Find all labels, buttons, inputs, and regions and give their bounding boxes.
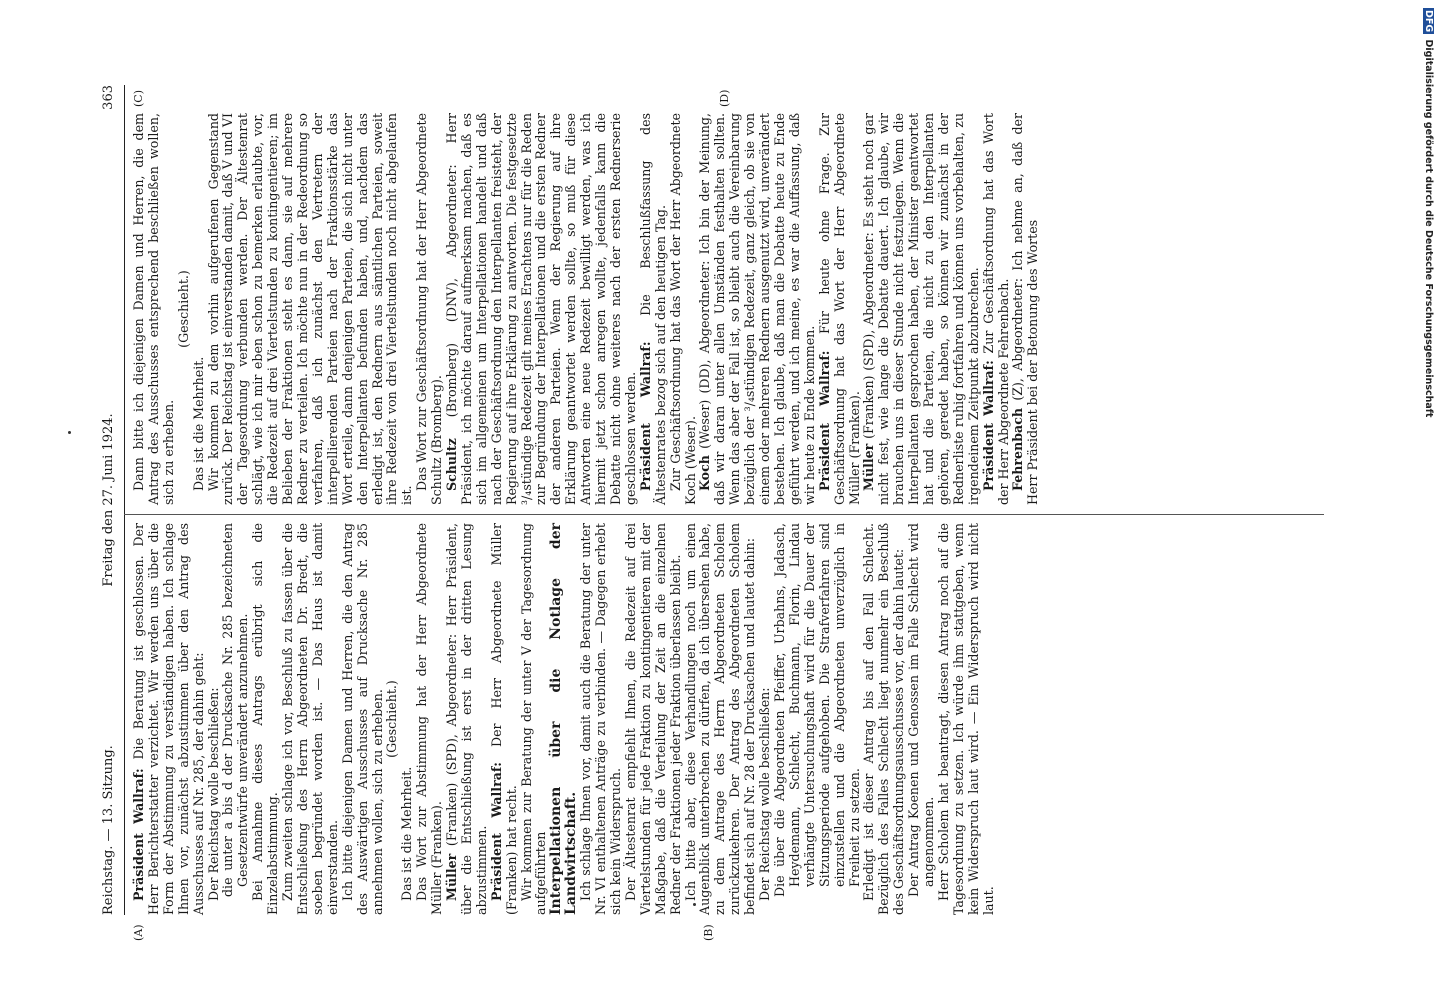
paragraph: [207, 113, 416, 505]
paragraph: [385, 523, 400, 915]
scan-speck: [68, 431, 71, 434]
paragraph-text: (Franken) (SPD), Abgeordneter: Herr Präsident, über die Entschließung ist erst in der dritten Lesung abzustimmen.: [444, 523, 489, 915]
paragraph: [341, 523, 386, 915]
paragraph: [132, 113, 177, 505]
paragraph-text: (Bromberg) (DNV), Abgeordneter: Herr Präsident, ich möchte darauf aufmerksam machen, daß es sich im allgemeinen um Interpellationen handelt und daß nach der Geschäftsordnung den Interpellanten freisteht, der Regierung auf ihre Erklärung zu antworten. Die festgesetzte ³/₄stündige Redezeit gilt meines Erachtens nur für die Reden zur Begründung der Interpellationen und die ersten Redner der anderen Parteien. Wenn der Regierung auf ihre Erklärung geantwortet werden sollte, so muß für diese Antworten eine neue Redezeit bewilligt werden, was ich hiermit jetzt schon anregen wollte, jedenfalls kann die Debatte nicht ohne weiteres nach der ersten Rednerserie geschlossen werden.: [444, 113, 638, 505]
paragraph: [862, 523, 907, 915]
paragraph: [862, 113, 981, 505]
margin-letter-c: (C): [132, 90, 145, 107]
paragraph: [221, 523, 251, 915]
paragraph: [520, 523, 550, 915]
paragraph-text: Der Ältestenrat empfiehlt Ihnen, die Redezeit auf drei Viertelstunden für jede Fraktion zu kontingentieren mit der Maßgabe, daß die Verteilung der Zeit an die einzelnen Redner der Fraktionen jeder Fraktion überlassen bleibt.: [622, 523, 683, 915]
paragraph-text: Der Reichstag wolle beschließen:: [205, 687, 221, 901]
header-left: Reichstag. — 13. Sitzung.: [101, 745, 116, 915]
paragraph: [579, 523, 624, 915]
paragraph-text: Wir kommen zur Beratung der unter V der Tagesordnung aufgeführten: [518, 523, 549, 915]
paragraph-text: Der Reichstag wolle beschließen:: [757, 687, 773, 901]
paragraph: [251, 523, 281, 915]
paragraph-text: Das ist die Mehrheit.: [190, 356, 206, 491]
paragraph: [445, 523, 490, 915]
paragraph: [207, 523, 222, 915]
paragraph-text: Die über die Abgeordneten Pfeiffer, Urbahns, Jadasch, Heydemann, Schlecht, Buchmann, Florin, Lindau verhängte Untersuchungshaft wird für die Dauer der Sitzungsperiode aufgehoben. Die Strafverfahren sind einzustellen und die Abgeordneten unverzüglich in Freiheit zu setzen.: [771, 523, 862, 897]
paragraph-text: Ich bitte aber, diese Verhandlungen noch um einen Augenblick unterbrechen zu dürfen, da ich übersehen habe, zu dem Antrage des Herrn Abgeordneten Scholem zurückzukehren. Der Antrag des Abgeordneten Scholem befindet sich auf Nr. 28 der Drucksachen und lautet dahin:: [682, 523, 758, 915]
paragraph: [698, 113, 817, 505]
paragraph-text: (Franken) (SPD), Abgeordneter: Es steht noch gar nicht fest, wie lange die Debatte dauert. Ich glaube, wir brauchen uns in dieser Stunde nicht festzulegen. Wenn die Interpellanten gesprochen haben, der Minister geantwortet hat und die Parteien, die nicht zu den Interpellanten gehören, geredet haben, so können wir zunächst in der Rednerliste ruhig fortfahren und können uns vorbehalten, zu irgendeinem Zeitpunkt abzubrechen.: [861, 113, 981, 505]
paragraph: [549, 523, 579, 915]
header-date: Freitag den 27. Juni 1924.: [101, 413, 116, 587]
speaker-name: Präsident Wallraf:: [488, 762, 504, 901]
paragraph: [669, 113, 699, 505]
paragraph: [192, 113, 207, 505]
speaker-name: Müller: [444, 853, 460, 901]
column-divider: [124, 514, 1324, 515]
paragraph-text: Wir kommen zu dem vorhin aufgerufenen Gegenstand zurück. Der Reichstag ist einverstanden damit, daß V und VI der Tagesordnung verbunden werden. Der Ältestenrat schlägt, wie ich mir eben schon zu bemerken erlaubte, vor, die Redezeit auf drei Viertelstunden zu kontingentieren; im Belieben der Fraktionen steht es dann, sie auf mehrere Redner zu verteilen. Ich möchte nun in der Redeordnung so verfahren, daß ich zunächst den Vertretern der interpellierenden Parteien nach der Fraktionsstärke das Wort erteile, dann denjenigen Parteien, die sich nicht unter den Interpellanten befunden haben, und, nachdem das erledigt ist, den Rednern aus sämtlichen Parteien, soweit ihre Redezeit von drei Viertelstunden noch nicht abgelaufen ist.: [205, 113, 415, 505]
paragraph-text: (Z), Abgeordneter: Ich nehme an, daß der Herr Präsident bei der Betonung des Wortes: [1010, 113, 1041, 505]
dfg-side-note: [1412, 8, 1434, 998]
speaker-name: Koch: [697, 455, 713, 491]
header-rule: [124, 85, 125, 915]
paragraph-text: Dann bitte ich diejenigen Damen und Herren, die dem Antrag des Ausschusses entsprechend beschließen wollen, sich zu erheben.: [131, 113, 176, 505]
paragraph-text: (Geschieht.): [384, 680, 400, 758]
paragraph-text: Die Beratung ist geschlossen. Der Herr Berichterstatter verzichtet. Wir werden uns über die Form der Abstimmung zu verständigen haben. Ich schlage Ihnen vor, zunächst abzustimmen über den Antrag des Ausschusses auf Nr. 285, der dahin geht:: [131, 523, 206, 915]
paragraph: [818, 113, 863, 505]
dfg-credit-text: Digitalisierung gefördert durch die Deutsche Forschungsgemeinschaft: [1423, 39, 1434, 418]
margin-letter-b: (B): [702, 924, 715, 941]
speaker-name: Müller: [861, 443, 877, 491]
paragraph: [445, 113, 639, 505]
paragraph: [982, 113, 1012, 505]
paragraph-text: Die Beschlußfassung des Ältestenrates bezog sich auf den heutigen Tag.: [637, 113, 668, 505]
paragraph-text: Der Antrag Koenen und Genossen im Falle Schlecht wird angenommen.: [906, 523, 937, 897]
paragraph-text: Herr Scholem hat beantragt, diesen Antrag noch auf die Tagesordnung zu setzen. Ich würde ihm stattgeben, wenn kein Widerspruch laut wird. — Ein Widerspruch wird nicht laut.: [935, 523, 996, 915]
paragraph-text: Das Wort zur Geschäftsordnung hat der Herr Abgeordnete Schultz (Bromberg).: [414, 113, 445, 505]
paragraph: [281, 523, 341, 915]
paragraph-text: Erledigt ist dieser Antrag bis auf den Fall Schlecht. Bezüglich des Falles Schlecht liegt nunmehr ein Beschluß des Geschäftsordnungsausschusses vor, der dahin lautet:: [861, 523, 907, 915]
speaker-name: Präsident Wallraf:: [816, 350, 832, 491]
paragraph-text: Interpellationen über die Notlage der Landwirtschaft.: [548, 523, 580, 915]
speaker-name: Schultz: [444, 438, 460, 491]
paragraph-text: Der Herr Abgeordnete Müller (Franken) hat recht.: [488, 523, 519, 915]
paragraph-text: Das ist die Mehrheit.: [399, 766, 415, 901]
speaker-name: Präsident Wallraf:: [131, 768, 146, 901]
paragraph-text: Ich schlage Ihnen vor, damit auch die Beratung der unter Nr. VI enthaltenen Anträge zu verbinden. — Dagegen erhebt sich kein Widerspruch.: [578, 523, 623, 915]
paragraph: [415, 523, 445, 915]
speaker-name: Präsident Wallraf:: [980, 360, 996, 491]
paragraph: [624, 523, 684, 915]
margin-letter-d: (D): [718, 89, 731, 107]
paragraph: [177, 113, 192, 505]
left-column: [132, 523, 997, 915]
paragraph-text: Zum zweiten schlage ich vor, Beschluß zu fassen über die Entschließung des Herrn Abgeordneten Dr. Bredt, die soeben begründet worden ist. — Das Haus ist damit einverstanden.: [280, 523, 340, 915]
paragraph: [1011, 113, 1041, 505]
margin-letter-a: (A): [132, 924, 145, 941]
paragraph: [907, 523, 937, 915]
paragraph: [773, 523, 862, 915]
running-header: [102, 85, 122, 915]
paragraph: [639, 113, 669, 505]
paragraph: [490, 523, 520, 915]
right-column: [132, 113, 1041, 505]
paragraph-text: (Geschieht.): [175, 270, 191, 348]
paragraph-text: Zur Geschäftsordnung hat das Wort der Herr Abgeordnete Koch (Weser).: [667, 113, 698, 505]
paragraph: [684, 523, 759, 915]
paragraph: [415, 113, 445, 505]
paragraph-text: Ich bitte diejenigen Damen und Herren, die den Antrag des Auswärtigen Ausschusses auf Drucksache Nr. 285 annehmen wollen, sich zu erheben.: [339, 523, 385, 915]
paragraph-text: die unter a bis d der Drucksache Nr. 285 bezeichneten Gesetzentwürfe unverändert anzunehmen.: [220, 523, 251, 897]
paragraph: [937, 523, 997, 915]
paragraph: [400, 523, 415, 915]
page-number: 363: [101, 85, 116, 110]
paragraph-text: Bei Annahme dieses Antrags erübrigt sich die Einzelabstimmung.: [250, 523, 281, 915]
speaker-name: Präsident Wallraf:: [637, 341, 653, 491]
paragraph-text: Das Wort zur Abstimmung hat der Herr Abgeordnete Müller (Franken).: [414, 523, 445, 915]
paragraph: [132, 523, 207, 915]
paragraph-text: Für heute ohne Frage. Zur Geschäftsordnung hat das Wort der Herr Abgeordnete Müller (Franken).: [816, 113, 862, 505]
dfg-logo: DFG: [1423, 10, 1434, 33]
paragraph-text: Zur Geschäftsordnung hat das Wort der Herr Abgeordnete Fehrenbach.: [980, 113, 1011, 505]
paragraph-text: (Weser) (DD), Abgeordneter: Ich bin der Meinung, daß wir daran unter allen Umständen festhalten sollten. Wenn das aber der Fall ist, so bleibt auch die Vereinbarung bezüglich der ³/₄stündigen Redezeit, ganz gleich, ob sie von einem oder mehreren Rednern ausgenutzt wird, unverändert bestehen. Ich glaube, daß man die Debatte heute zu Ende geführt werden, und ich meine, es war die Auffassung, daß wir heute zu Ende kommen.: [697, 113, 817, 505]
rotated-document-page: [101, 85, 1332, 941]
paragraph: [758, 523, 773, 915]
speaker-name: Fehrenbach: [1010, 407, 1026, 491]
